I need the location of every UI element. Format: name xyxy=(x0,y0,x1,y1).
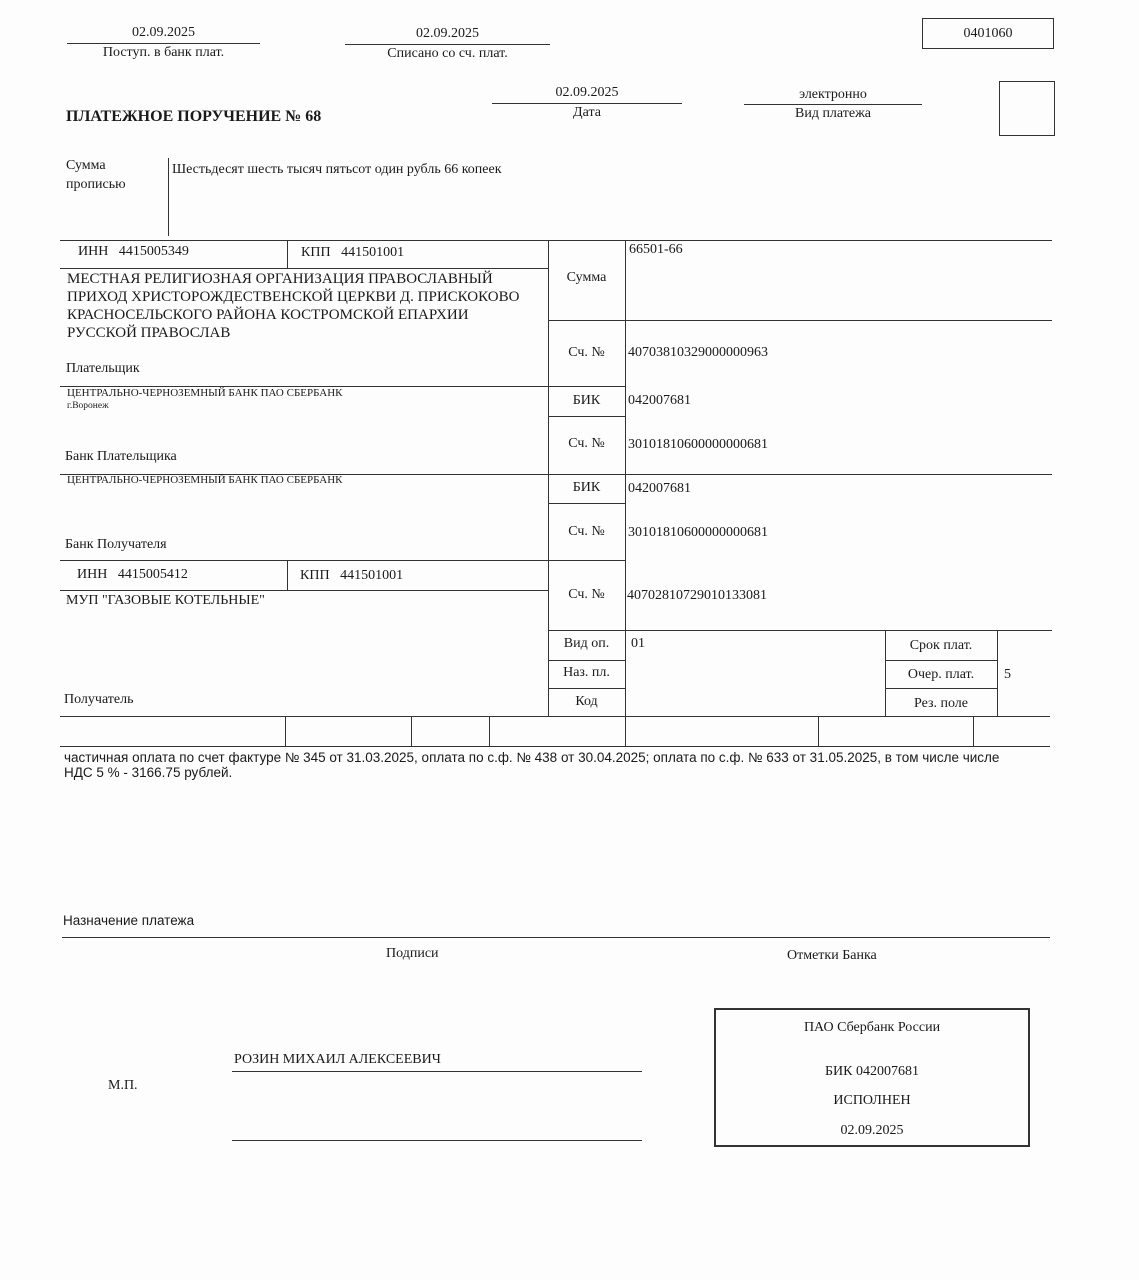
purpose-line: НДС 5 % - 3166.75 рублей. xyxy=(64,765,233,780)
divider xyxy=(885,660,997,661)
payee-inn-label: ИНН xyxy=(77,567,108,582)
divider xyxy=(548,503,625,504)
divider xyxy=(411,716,412,746)
page-title: ПЛАТЕЖНОЕ ПОРУЧЕНИЕ № 68 xyxy=(66,108,322,125)
payer-name-line: ПРИХОД ХРИСТОРОЖДЕСТВЕНСКОЙ ЦЕРКВИ Д. ПРИСКОКОВО xyxy=(67,289,520,305)
divider xyxy=(60,746,1050,747)
divider xyxy=(60,590,548,591)
payer-inn-label: ИНН xyxy=(78,244,109,259)
payer-bank-bik-label: БИК xyxy=(572,393,601,408)
debited-date: 02.09.2025 xyxy=(416,26,479,41)
amount-words-value: Шестьдесят шесть тысяч пятьсот один рубль 66 копеек xyxy=(172,162,502,177)
payee-kpp: 441501001 xyxy=(340,568,404,583)
debited-label: Списано со сч. плат. xyxy=(387,46,508,61)
payer-bank-city: г.Воронеж xyxy=(67,401,109,411)
payer-bank-bik: 042007681 xyxy=(628,393,691,408)
form-code: 0401060 xyxy=(922,18,1054,49)
divider xyxy=(548,688,625,689)
payee-kpp-label: КПП xyxy=(300,568,330,583)
signatures-label: Подписи xyxy=(386,946,439,961)
payer-bank-account-label: Сч. № xyxy=(568,436,605,451)
divider xyxy=(997,630,998,716)
divider xyxy=(62,937,1050,938)
stamp-date: 02.09.2025 xyxy=(840,1123,904,1138)
payer-label: Плательщик xyxy=(66,361,140,376)
bank-marks-label: Отметки Банка xyxy=(787,948,877,963)
divider xyxy=(744,104,922,105)
empty-box xyxy=(999,81,1055,136)
date-value: 02.09.2025 xyxy=(555,85,619,100)
divider xyxy=(285,716,286,746)
signer-name: РОЗИН МИХАИЛ АЛЕКСЕЕВИЧ xyxy=(234,1052,441,1067)
payer-kpp: 441501001 xyxy=(341,245,405,260)
priority-label: Очер. плат. xyxy=(907,667,975,682)
payer-name xyxy=(67,270,519,342)
payer-inn: 4415005349 xyxy=(118,244,189,259)
due-label: Срок плат. xyxy=(909,638,973,653)
stamp-bank: ПАО Сбербанк России xyxy=(803,1020,941,1035)
purpose-code-label: Наз. пл. xyxy=(563,665,610,680)
stamp-bik: БИК 042007681 xyxy=(825,1064,919,1079)
payment-type-label: Вид платежа xyxy=(794,106,871,121)
received-date: 02.09.2025 xyxy=(132,25,195,40)
stamp-place-label: М.П. xyxy=(108,1078,138,1093)
op-type: 01 xyxy=(631,636,645,651)
code-label: Код xyxy=(575,694,598,709)
payment-type-value: электронно xyxy=(799,87,867,102)
amount-words-label: Сумма xyxy=(66,158,106,173)
payee-name: МУП "ГАЗОВЫЕ КОТЕЛЬНЫЕ" xyxy=(66,593,265,608)
payee-account-label: Сч. № xyxy=(568,587,605,602)
payee-account: 40702810729010133081 xyxy=(627,588,767,603)
payee-bank-bik-label: БИК xyxy=(572,480,601,495)
payer-name-line: КРАСНОСЕЛЬСКОГО РАЙОНА КОСТРОМСКОЙ ЕПАРХИИ xyxy=(67,307,469,323)
payer-kpp-label: КПП xyxy=(301,245,331,260)
payer-bank-label: Банк Плательщика xyxy=(65,449,177,464)
divider xyxy=(548,416,625,417)
payee-bank-account: 30101810600000000681 xyxy=(628,525,768,540)
payee-bank-bik: 042007681 xyxy=(628,481,691,496)
divider xyxy=(60,268,548,269)
payee-inn: 4415005412 xyxy=(117,567,188,582)
reserve-label: Рез. поле xyxy=(913,696,969,711)
divider xyxy=(885,688,997,689)
payer-bank-name: ЦЕНТРАЛЬНО-ЧЕРНОЗЕМНЫЙ БАНК ПАО СБЕРБАНК xyxy=(67,387,343,399)
date-label: Дата xyxy=(573,105,601,120)
divider xyxy=(548,630,1052,631)
payee-bank-name: ЦЕНТРАЛЬНО-ЧЕРНОЗЕМНЫЙ БАНК ПАО СБЕРБАНК xyxy=(67,474,343,486)
divider xyxy=(60,240,1052,241)
purpose-label: Назначение платежа xyxy=(63,913,195,928)
payer-bank-account: 30101810600000000681 xyxy=(628,437,768,452)
divider xyxy=(973,716,974,746)
divider xyxy=(287,240,288,268)
payee-bank-label: Банк Получателя xyxy=(65,537,167,552)
divider xyxy=(287,560,288,590)
payee-label: Получатель xyxy=(64,692,134,707)
divider xyxy=(489,716,490,746)
payer-account-label: Сч. № xyxy=(568,345,605,360)
payee-bank-account-label: Сч. № xyxy=(568,524,605,539)
divider xyxy=(60,560,625,561)
op-type-label: Вид оп. xyxy=(563,636,610,651)
divider xyxy=(345,44,550,45)
payer-account: 40703810329000000963 xyxy=(628,345,768,360)
divider xyxy=(548,660,625,661)
stamp-status: ИСПОЛНЕН xyxy=(833,1093,911,1108)
payer-name-line: МЕСТНАЯ РЕЛИГИОЗНАЯ ОРГАНИЗАЦИЯ ПРАВОСЛАВНЫЙ xyxy=(67,271,493,287)
divider xyxy=(625,240,626,746)
divider xyxy=(168,158,169,236)
payer-name-line: РУССКОЙ ПРАВОСЛАВ xyxy=(67,325,231,341)
divider xyxy=(60,716,1050,717)
amount-words-label: прописью xyxy=(66,177,126,192)
divider xyxy=(67,43,260,44)
amount-value: 66501-66 xyxy=(629,242,683,257)
signature-line xyxy=(232,1140,642,1141)
divider xyxy=(818,716,819,746)
divider xyxy=(548,320,1052,321)
divider xyxy=(492,103,682,104)
purpose-line: частичная оплата по счет фактуре № 345 от 31.03.2025, оплата по с.ф. № 438 от 30.04.2025; оплата по с.ф. № 633 от 31.05.2025, в том числе числе xyxy=(64,750,1000,765)
signature-line xyxy=(232,1071,642,1072)
bank-stamp xyxy=(714,1008,1030,1147)
priority-value: 5 xyxy=(1004,667,1011,682)
received-label: Поступ. в банк плат. xyxy=(102,45,225,60)
amount-label: Сумма xyxy=(566,270,607,285)
